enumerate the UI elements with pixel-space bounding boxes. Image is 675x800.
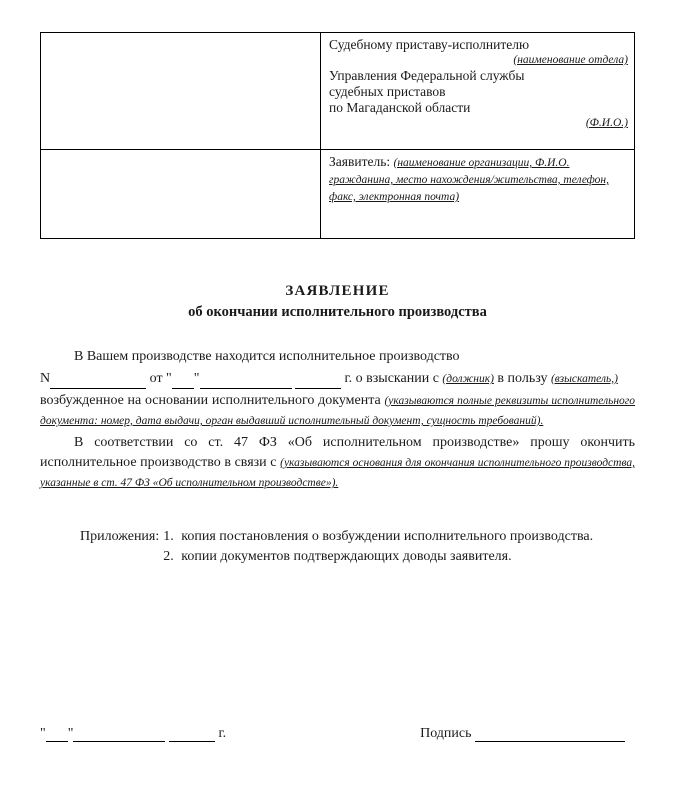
addressee-hint-fio: (Ф.И.О.) [585, 117, 628, 129]
addressee-line-2: Управления Федеральной службы [329, 68, 525, 83]
applicant-right-cell [321, 150, 635, 239]
date-open-quote: " [40, 726, 46, 741]
date-prefix: от " [149, 371, 172, 386]
executive-doc-text: возбужденное на основании исполнительного документа [40, 393, 381, 408]
attachment-number-1: 1. [163, 529, 174, 544]
body-paragraph-2 [40, 433, 635, 493]
attachments-list [159, 527, 593, 567]
applicant-hint: (наименование организации, Ф.И.О. гражданина, место нахождения/жительства, телефон, факс, электронная почта) [329, 157, 609, 203]
attachments-row [80, 527, 635, 567]
footer-year-suffix: г. [218, 726, 227, 741]
day-blank[interactable] [172, 388, 194, 389]
executive-doc-hint: (указываются полные реквизиты исполнительного документа: номер, дата выдачи, орган выдавший исполнительный документ, сущность требований). [40, 395, 636, 427]
body-paragraph-1-line-2 [40, 369, 635, 389]
applicant-label: Заявитель: [329, 154, 394, 169]
document-footer [40, 726, 635, 742]
applicant-left-cell [41, 150, 321, 239]
law-reference-text: В соответствии со ст. 47 ФЗ «Об исполнительном производстве» прошу окончить исполнительное производство в связи с [40, 435, 635, 470]
signature-field [420, 726, 635, 742]
body-paragraph-1-line-1 [40, 347, 635, 367]
footer-day-blank[interactable] [46, 741, 68, 742]
favor-text: в пользу [497, 371, 548, 386]
year-blank[interactable] [295, 388, 341, 389]
addressee-line-4: по Магаданской области [329, 100, 471, 115]
addressee-hint-department: (наименование отдела) [513, 54, 628, 66]
body-text-intro: В Вашем производстве находится исполнительное производство [74, 349, 460, 364]
list-item [163, 547, 593, 567]
addressee-right-cell [321, 33, 635, 150]
addressee-line-1: Судебному приставу-исполнителю [329, 37, 530, 52]
document-body [40, 347, 635, 493]
footer-year-blank[interactable] [169, 741, 215, 742]
addressee-left-cell [41, 33, 321, 150]
date-quote: " [193, 371, 200, 386]
termination-grounds-hint: (указываются основания для окончания исполнительного производства, указанные в ст. 47 ФЗ «Об исполнительном производстве»). [40, 457, 635, 489]
attachment-text-1: копия постановления о возбуждении исполнительного производства. [181, 529, 594, 544]
month-blank[interactable] [200, 388, 292, 389]
list-item [163, 527, 593, 547]
attachment-text-2: копии документов подтверждающих доводы заявителя. [181, 549, 512, 564]
applicant-block [329, 154, 628, 205]
case-number-label: N [40, 371, 51, 386]
signature-date [40, 726, 226, 742]
attachments-section [40, 527, 635, 567]
attachment-number-2: 2. [163, 549, 174, 564]
case-number-blank[interactable] [50, 388, 146, 389]
page-title: ЗАЯВЛЕНИЕ [285, 283, 390, 299]
addressee-line-3: судебных приставов [329, 84, 446, 99]
debtor-hint: (должник) [442, 373, 494, 385]
date-close-quote: " [67, 726, 74, 741]
table-row [41, 33, 635, 150]
table-row [41, 150, 635, 239]
document-title [40, 283, 635, 321]
addressee-table [40, 32, 635, 239]
body-paragraph-1-line-3 [40, 391, 635, 431]
signature-label: Подпись [420, 726, 472, 741]
claimant-hint: (взыскатель,) [550, 373, 618, 385]
page-subtitle: об окончании исполнительного производства [188, 304, 487, 320]
signature-blank[interactable] [475, 741, 625, 742]
recovery-text: г. о взыскании с [344, 371, 439, 386]
attachments-label: Приложения: [80, 529, 160, 544]
footer-month-blank[interactable] [73, 741, 165, 742]
